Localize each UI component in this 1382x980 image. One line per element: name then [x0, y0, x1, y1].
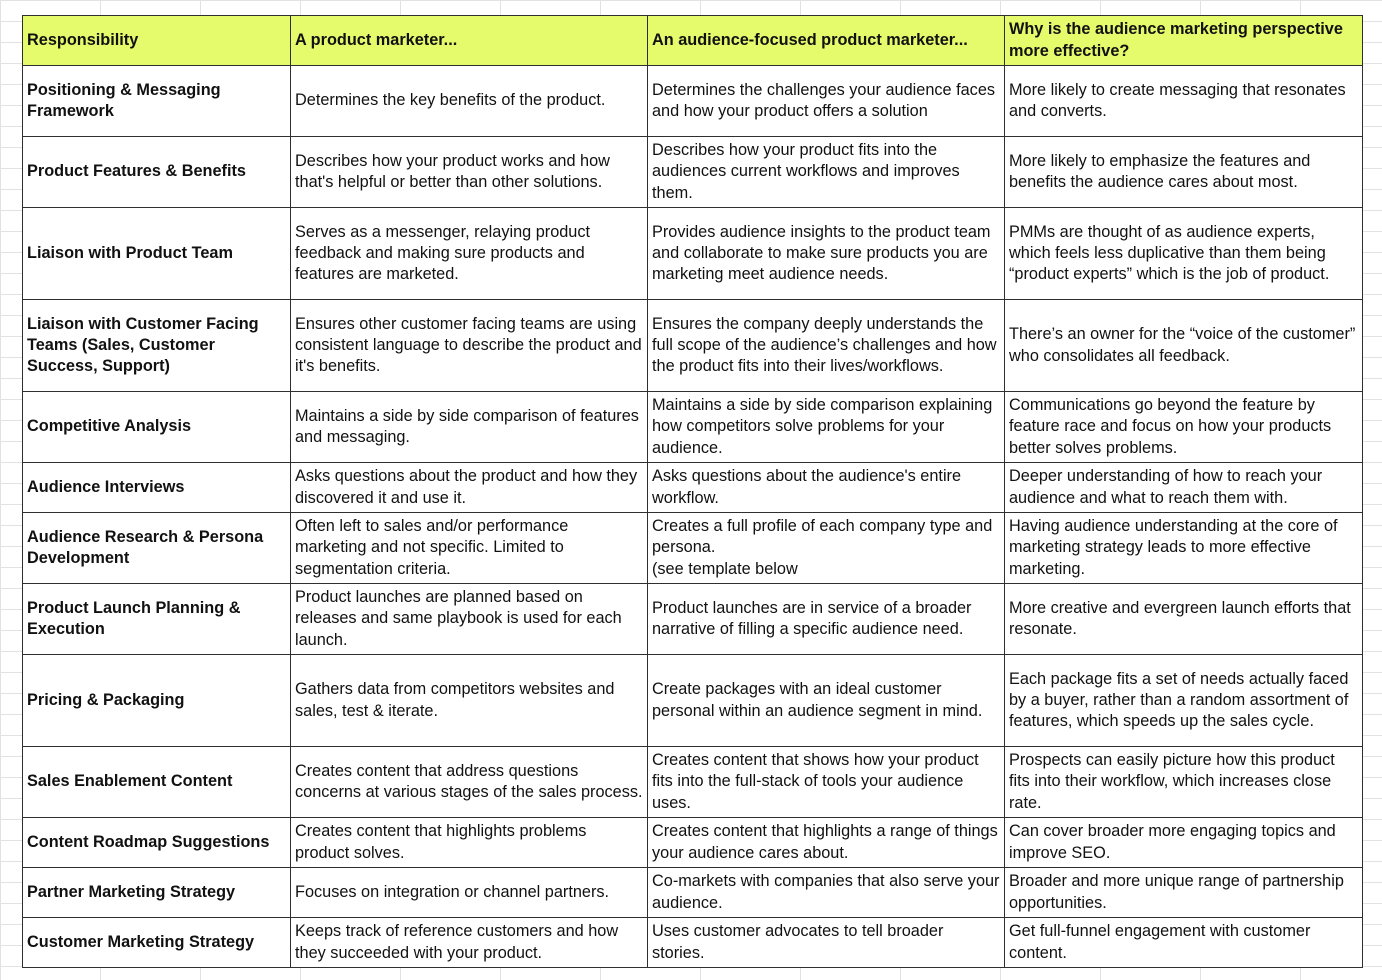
header-cell-audience-focused[interactable]: An audience-focused product marketer...	[648, 16, 1005, 66]
effectiveness-cell[interactable]: Each package fits a set of needs actually faced by a buyer, rather than a random assortment of features, which speeds up the sales cycle.	[1005, 655, 1363, 747]
effectiveness-cell[interactable]: Get full-funnel engagement with customer content.	[1005, 918, 1363, 968]
responsibility-cell[interactable]: Audience Interviews	[23, 463, 291, 513]
product-marketer-cell[interactable]: Describes how your product works and how that's helpful or better than other solutions.	[291, 137, 648, 208]
product-marketer-cell[interactable]: Often left to sales and/or performance marketing and not specific. Limited to segmentation criteria.	[291, 513, 648, 584]
product-marketer-cell[interactable]: Maintains a side by side comparison of features and messaging.	[291, 392, 648, 463]
audience-marketer-cell[interactable]: Provides audience insights to the product team and collaborate to make sure products you are marketing meet audience needs.	[648, 208, 1005, 300]
responsibility-cell[interactable]: Audience Research & Persona Development	[23, 513, 291, 584]
responsibility-cell[interactable]: Partner Marketing Strategy	[23, 868, 291, 918]
audience-marketer-cell[interactable]: Uses customer advocates to tell broader stories.	[648, 918, 1005, 968]
header-cell-product-marketer[interactable]: A product marketer...	[291, 16, 648, 66]
effectiveness-cell[interactable]: Communications go beyond the feature by feature race and focus on how your products better solves problems.	[1005, 392, 1363, 463]
audience-marketer-cell[interactable]: Create packages with an ideal customer personal within an audience segment in mind.	[648, 655, 1005, 747]
table-row	[23, 868, 1363, 918]
product-marketer-cell[interactable]: Keeps track of reference customers and how they succeeded with your product.	[291, 918, 648, 968]
table-row	[23, 392, 1363, 463]
effectiveness-cell[interactable]: Having audience understanding at the core of marketing strategy leads to more effective marketing.	[1005, 513, 1363, 584]
effectiveness-cell[interactable]: There’s an owner for the “voice of the customer” who consolidates all feedback.	[1005, 300, 1363, 392]
product-marketer-cell[interactable]: Serves as a messenger, relaying product feedback and making sure products and features are marketed.	[291, 208, 648, 300]
table-row	[23, 66, 1363, 137]
product-marketer-cell[interactable]: Asks questions about the product and how they discovered it and use it.	[291, 463, 648, 513]
product-marketer-cell[interactable]: Product launches are planned based on releases and same playbook is used for each launch.	[291, 584, 648, 655]
effectiveness-cell[interactable]: Deeper understanding of how to reach your audience and what to reach them with.	[1005, 463, 1363, 513]
responsibility-cell[interactable]: Liaison with Customer Facing Teams (Sales, Customer Success, Support)	[23, 300, 291, 392]
audience-marketer-cell[interactable]: Describes how your product fits into the audiences current workflows and improves them.	[648, 137, 1005, 208]
effectiveness-cell[interactable]: More likely to emphasize the features and benefits the audience cares about most.	[1005, 137, 1363, 208]
table-row	[23, 918, 1363, 968]
responsibility-cell[interactable]: Competitive Analysis	[23, 392, 291, 463]
responsibility-cell[interactable]: Positioning & Messaging Framework	[23, 66, 291, 137]
product-marketer-cell[interactable]: Determines the key benefits of the product.	[291, 66, 648, 137]
effectiveness-cell[interactable]: PMMs are thought of as audience experts, which feels less duplicative than them being “product experts” which is the job of product.	[1005, 208, 1363, 300]
table-row	[23, 300, 1363, 392]
header-cell-why-effective[interactable]: Why is the audience marketing perspective more effective?	[1005, 16, 1363, 66]
product-marketer-cell[interactable]: Ensures other customer facing teams are using consistent language to describe the product and it's benefits.	[291, 300, 648, 392]
responsibility-cell[interactable]: Sales Enablement Content	[23, 747, 291, 818]
table-row	[23, 747, 1363, 818]
responsibility-cell[interactable]: Pricing & Packaging	[23, 655, 291, 747]
comparison-table	[22, 15, 1363, 968]
effectiveness-cell[interactable]: More creative and evergreen launch efforts that resonate.	[1005, 584, 1363, 655]
audience-marketer-cell[interactable]: Product launches are in service of a broader narrative of filling a specific audience need.	[648, 584, 1005, 655]
table-row	[23, 818, 1363, 868]
audience-marketer-cell[interactable]: Co-markets with companies that also serve your audience.	[648, 868, 1005, 918]
audience-marketer-cell[interactable]: Creates a full profile of each company type and persona. (see template below	[648, 513, 1005, 584]
product-marketer-cell[interactable]: Creates content that highlights problems product solves.	[291, 818, 648, 868]
audience-marketer-cell[interactable]: Ensures the company deeply understands the full scope of the audience’s challenges and how the product fits into their lives/workflows.	[648, 300, 1005, 392]
audience-marketer-cell[interactable]: Determines the challenges your audience faces and how your product offers a solution	[648, 66, 1005, 137]
product-marketer-cell[interactable]: Creates content that address questions concerns at various stages of the sales process.	[291, 747, 648, 818]
table-row	[23, 208, 1363, 300]
responsibility-cell[interactable]: Liaison with Product Team	[23, 208, 291, 300]
responsibility-cell[interactable]: Product Launch Planning & Execution	[23, 584, 291, 655]
effectiveness-cell[interactable]: More likely to create messaging that resonates and converts.	[1005, 66, 1363, 137]
table-row	[23, 463, 1363, 513]
effectiveness-cell[interactable]: Prospects can easily picture how this product fits into their workflow, which increases close rate.	[1005, 747, 1363, 818]
responsibility-cell[interactable]: Customer Marketing Strategy	[23, 918, 291, 968]
audience-marketer-cell[interactable]: Creates content that shows how your product fits into the full-stack of tools your audience uses.	[648, 747, 1005, 818]
audience-marketer-cell[interactable]: Asks questions about the audience's entire workflow.	[648, 463, 1005, 513]
table-row	[23, 655, 1363, 747]
responsibility-cell[interactable]: Content Roadmap Suggestions	[23, 818, 291, 868]
header-cell-responsibility[interactable]: Responsibility	[23, 16, 291, 66]
table-row	[23, 137, 1363, 208]
table-row	[23, 513, 1363, 584]
responsibility-cell[interactable]: Product Features & Benefits	[23, 137, 291, 208]
effectiveness-cell[interactable]: Can cover broader more engaging topics and improve SEO.	[1005, 818, 1363, 868]
product-marketer-cell[interactable]: Gathers data from competitors websites and sales, test & iterate.	[291, 655, 648, 747]
effectiveness-cell[interactable]: Broader and more unique range of partnership opportunities.	[1005, 868, 1363, 918]
audience-marketer-cell[interactable]: Maintains a side by side comparison explaining how competitors solve problems for your audience.	[648, 392, 1005, 463]
product-marketer-cell[interactable]: Focuses on integration or channel partners.	[291, 868, 648, 918]
header-row	[23, 16, 1363, 66]
table-row	[23, 584, 1363, 655]
audience-marketer-cell[interactable]: Creates content that highlights a range of things your audience cares about.	[648, 818, 1005, 868]
